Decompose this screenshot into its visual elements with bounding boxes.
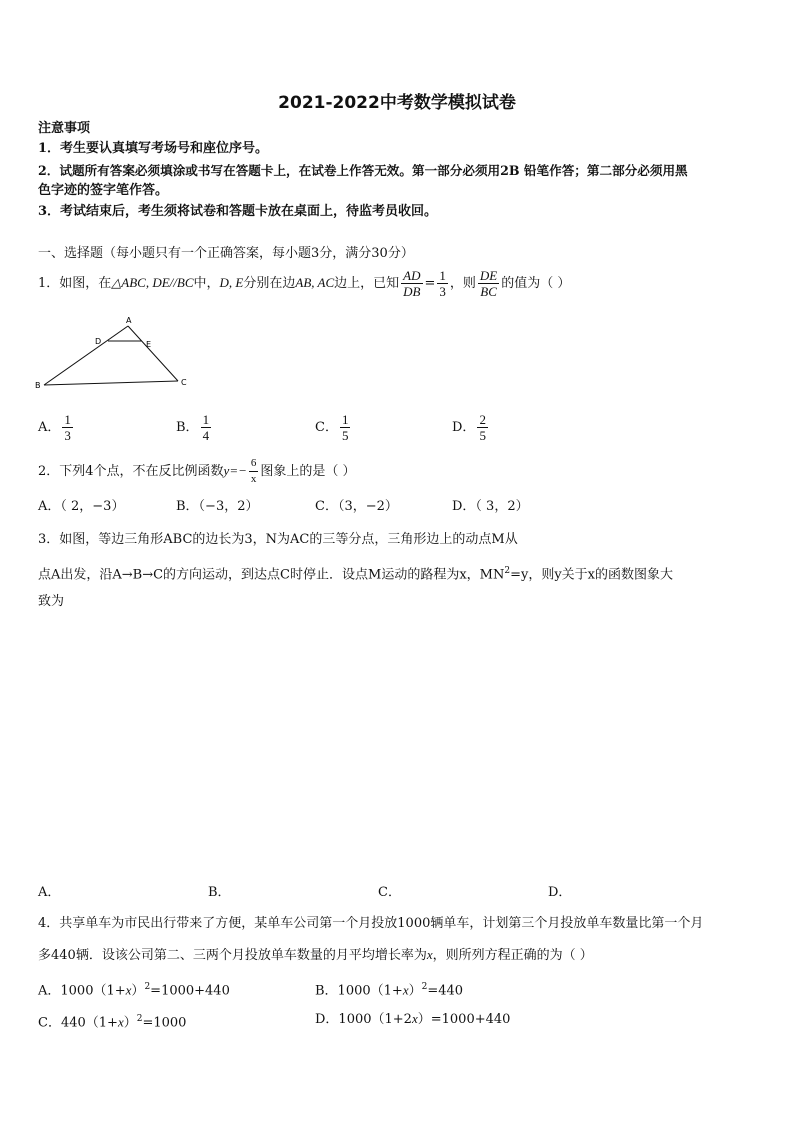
q1-option-b[interactable]: B． $\frac{1}{4}$ — [176, 412, 210, 443]
q3-option-d[interactable]: D． — [548, 885, 572, 900]
question-4-line-1: 4．共享单车为市民出行带来了方便，某单车公司第一个月投放1000辆单车，计划第三个月投放单车数量比第一个月 — [38, 916, 704, 931]
q1-suffix: 的值为（ ） — [501, 276, 571, 291]
question-3-line-1: 3．如图，等边三角形ABC的边长为3，N为AC的三等分点，三角形边上的动点M从 — [38, 532, 518, 547]
point-label-d: D — [95, 337, 102, 346]
side-ab — [44, 326, 128, 385]
notice-item-2-line-1: 2．试题所有答案必须填涂或书写在答题卡上，在试卷上作答无效。第一部分必须用2B 铅笔作答；第二部分必须用黑 — [38, 163, 688, 178]
vertex-label-c: C — [181, 378, 187, 387]
question-3-line-3: 致为 — [38, 594, 65, 609]
triangle-figure — [30, 312, 200, 396]
notice-item-1: 1．考生要认真填写考场号和座位序号。 — [38, 141, 269, 156]
question-2-stem: 2．下列4个点，不在反比例函数y=− $\frac{6}{x}$ 图象上的是（ ） — [38, 457, 356, 485]
section-heading: 一、选择题（每小题只有一个正确答案，每小题3分，满分30分） — [38, 246, 414, 261]
q1-sides: AB, AC — [295, 275, 335, 290]
question-4-line-2: 多440辆．设该公司第二、三两个月投放单车数量的月平均增长率为x，则所列方程正确的为（ ） — [38, 947, 593, 963]
q2-option-a[interactable]: A．（ 2，−3） — [38, 499, 125, 514]
side-ac — [128, 326, 178, 381]
notice-heading: 注意事项 — [38, 121, 91, 136]
q1-mid-2: 分别在边 — [243, 276, 296, 291]
q1-condition: △ABC, DE//BC — [111, 275, 194, 290]
q1-mid-3: 边上，已知 — [334, 276, 400, 291]
q1-value-fraction: $\frac{1}{3}$ — [439, 268, 446, 299]
q3-option-c[interactable]: C． — [378, 885, 401, 900]
q2-function: y=− — [223, 463, 247, 478]
vertex-label-a: A — [126, 316, 132, 325]
q1-option-a[interactable]: A． $\frac{1}{3}$ — [38, 412, 71, 443]
notice-item-2-line-2: 色字迹的签字笔作答。 — [38, 183, 169, 198]
q1-equals: = — [424, 276, 436, 291]
point-label-e: E — [146, 340, 152, 349]
q4-option-b[interactable]: B．$1000(1+x)^2=440$ — [315, 982, 464, 999]
q1-mid-1: 中， — [193, 276, 220, 291]
q1-mid-4: ，则 — [449, 276, 476, 291]
q2-option-d[interactable]: D．（ 3，2） — [452, 499, 529, 514]
vertex-label-b: B — [35, 381, 41, 390]
side-bc — [44, 381, 178, 385]
question-1-stem — [38, 264, 570, 303]
q1-prefix: 1．如图，在 — [38, 276, 112, 291]
q3-option-b[interactable]: B． — [208, 885, 231, 900]
q2-option-c[interactable]: C．（3，−2） — [315, 499, 398, 514]
question-3-line-2: 点A出发，沿A→B→C的方向运动，到达点C时停止．设点M运动的路程为x，$MN^2=y$，则y关于x的函数图象大 — [38, 566, 673, 583]
q1-ratio-fraction: $\frac{AD}{DB}$ — [403, 268, 421, 299]
page-title: 2021-2022中考数学模拟试卷 — [278, 93, 516, 113]
q4-option-d[interactable]: D．1000（1+2x）=1000+440 — [315, 1011, 511, 1027]
q3-option-a[interactable]: A． — [38, 885, 61, 900]
q1-option-c[interactable]: C． $\frac{1}{5}$ — [315, 412, 349, 443]
q1-ask-fraction: $\frac{DE}{BC}$ — [479, 268, 498, 299]
q4-option-c[interactable]: C．$440(1+x)^2=1000$ — [38, 1014, 187, 1031]
q1-points: D, E — [219, 275, 244, 290]
q4-option-a[interactable]: A．$1000(1+x)^2=1000+440$ — [38, 982, 230, 999]
notice-item-3: 3．考试结束后，考生须将试卷和答题卡放在桌面上，待监考员收回。 — [38, 204, 438, 219]
q2-function-fraction: $\frac{6}{x}$ — [250, 457, 257, 485]
q2-option-b[interactable]: B．（−3，2） — [176, 499, 259, 514]
q1-option-d[interactable]: D． $\frac{2}{5}$ — [452, 412, 486, 443]
